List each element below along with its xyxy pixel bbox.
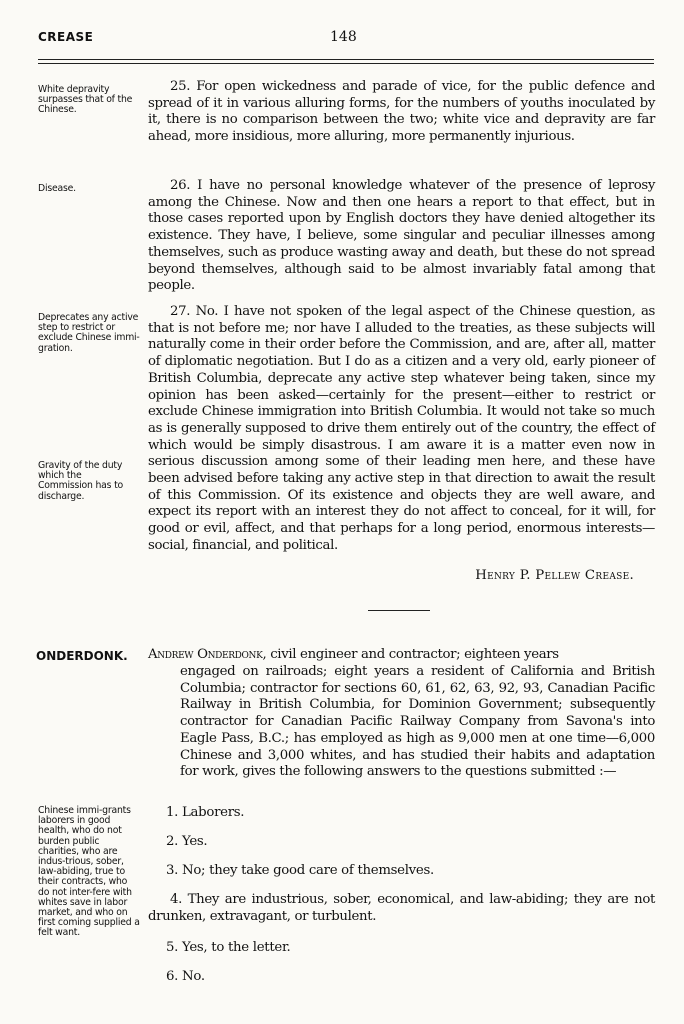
onderdonk-intro-first-line (148, 647, 655, 664)
answer-2: 2. Yes. (166, 834, 208, 849)
answer-3: 3. No; they take good care of themselves. (166, 863, 434, 878)
page-number: 148 (330, 29, 357, 45)
paragraph-27: 27. No. I have not spoken of the legal aspect of the Chinese question, as that is not before me; nor have I alluded to the treaties, as these subjects will naturally come in their order before the Commission, and are, after all, matter of diplomatic negotiation. But I do as a citizen and a very old, early pioneer of British Columbia, deprecate any active step whatever being taken, since my opinion has been asked—certainly for the present—either to restrict or exclude Chinese immigration into British Columbia. It would not take so much as is generally supposed to drive them entirely out of the country, the effect of which would be simply disastrous. I am aware it is a matter even now in serious discussion among some of their leading men here, and these have been advised before taking any active step in that direction to await the result of this Commission. Of its existence and objects they are well aware, and expect its report with an interest they do not affect to conceal, for it will, for good or evil, affect, and that perhaps for a long period, enormous interests—social, financial, and political. (148, 304, 655, 553)
margin-note-gravity: Gravity of the duty which the Commission has to discharge. (38, 460, 124, 502)
margin-note-deprecates: Deprecates any active step to restrict or exclude Chinese immi-gration. (38, 312, 140, 354)
margin-note-disease: Disease. (38, 183, 76, 194)
onderdonk-intro-continuation: engaged on railroads; eight years a resident of California and British Columbia; contractor for sections 60, 61, 62, 63, 92, 93, Canadian Pacific Railway in British Columbia, for Dominion Government; subsequently contractor for Canadian Pacific Railway Company from Savona's into Eagle Pass, B.C.; has employed as high as 9,000 men at one time—6,000 Chinese and 3,000 whites, and has studied their habits and adaptation for work, gives the following answers to the questions submitted :— (180, 664, 655, 780)
intro-first-line-rest: , civil engineer and contractor; eighteen years (262, 647, 559, 662)
answer-6: 6. No. (166, 969, 205, 984)
running-head: CREASE (38, 30, 94, 44)
section-divider (368, 610, 430, 611)
answer-5: 5. Yes, to the letter. (166, 940, 291, 955)
signature: Henry P. Pellew Crease. (475, 568, 634, 583)
paragraph-25: 25. For open wickedness and parade of vice, for the public defence and spread of it in various alluring forms, for the numbers of youths inoculated by it, there is no comparison between the two; white vice and depravity are far ahead, more insidious, more alluring, more permanently injurious. (148, 79, 655, 145)
onderdonk-heading: ONDERDONK. (36, 649, 128, 663)
answer-1: 1. Laborers. (166, 805, 245, 820)
witness-name: Andrew Onderdonk (148, 647, 263, 662)
paragraph-26: 26. I have no personal knowledge whatever of the presence of leprosy among the Chinese. Now and then one hears a report to that effect, but in those cases reported upon by English doctors they have denied altogether its existence. They have, I believe, some singular and peculiar illnesses among themselves, such as produce wasting away and death, but these do not spread beyond themselves, although said to be almost invariably fatal among that people. (148, 178, 655, 294)
header-rule-top (38, 59, 654, 60)
margin-note-white-depravity: White depravity surpasses that of the Chinese. (38, 84, 133, 116)
margin-note-chinese-immigrants: Chinese immi-grants laborers in good health, who do not burden public charities, who are indus-trious, sober, law-abiding, true to their contracts, who do not inter-fere with whites save in labor market, and who on first coming supplied a felt want. (38, 805, 140, 939)
answer-4: 4. They are industrious, sober, economical, and law-abiding; they are not drunken, extravagant, or turbulent. (148, 892, 655, 924)
header-rule-bottom (38, 63, 654, 64)
